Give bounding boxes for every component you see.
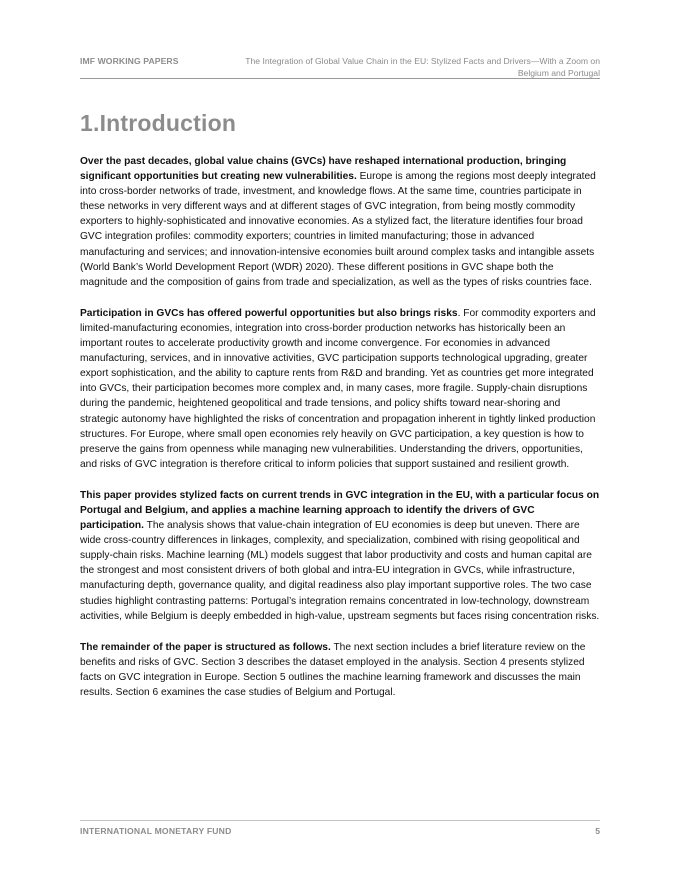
publisher-name: INTERNATIONAL MONETARY FUND: [80, 826, 232, 836]
body-text: [80, 154, 600, 716]
paragraph-2-text: . For commodity exporters and limited-manufacturing economies, integration into cross-border production networks has historically been an important routes to accelerate productivity growth and income convergence. For economies in advanced manufacturing, services, and in innovative activities, GVC participation supports technological upgrading, greater export sophistication, and the ability to capture rents from R&D and branding. Yet as countries get more integrated into GVCs, their participation becomes more complex and, in many cases, more fragile. Supply-chain disruptions during the pandemic, heightened geopolitical and trade tensions, and policy shifts toward near-shoring and strategic autonomy have highlighted the risks of concentration and propagation inherent in tightly linked production structures. For Europe, where small open economies rely heavily on GVC participation, a key question is how to preserve the gains from openness while managing new vulnerabilities. Understanding the drivers, opportunities, and risks of GVC integration is therefore critical to inform policies that support sustained and resilient growth.: [80, 307, 596, 470]
paragraph-3: [80, 488, 600, 624]
paragraph-4-text: The next section includes a brief literature review on the benefits and risks of GVC. Section 3 describes the dataset employed in the analysis. Section 4 presents stylized facts on GVC integration in Europe. Section 5 outlines the machine learning framework and discusses the main results. Section 6 examines the case studies of Belgium and Portugal.: [80, 641, 586, 698]
paragraph-3-text: The analysis shows that value-chain integration of EU economies is deep but uneven. There are wide cross-country differences in linkages, complexity, and specialization, combined with rising geopolitical and supply-chain risks. Machine learning (ML) models suggest that labor productivity and costs and human capital are the strongest and most consistent drivers of both global and intra-EU integration in GVCs, while infrastructure, manufacturing depth, governance quality, and digital readiness also play important supportive roles. The two case studies highlight contrasting patterns: Portugal’s integration remains concentrated in low-technology, downstream activities, while Belgium is deeply embedded in high-value, upstream segments but faces rising concentration risks.: [80, 520, 600, 622]
section-title: 1.Introduction: [80, 110, 237, 136]
paragraph-1-lead: Over the past decades, global value chains (GVCs) have reshaped international production, bringing significant opportunities but creating new vulnerabilities.: [80, 156, 567, 183]
header-divider: [80, 78, 600, 79]
page-number: 5: [595, 826, 600, 836]
paragraph-4: [80, 640, 600, 700]
paragraph-1: [80, 154, 600, 290]
page-header: [80, 56, 600, 78]
footer-divider: [80, 820, 600, 821]
paragraph-2: [80, 306, 600, 472]
paragraph-2-lead: Participation in GVCs has offered powerful opportunities but also brings risks: [80, 307, 458, 319]
paragraph-3-lead: This paper provides stylized facts on current trends in GVC integration in the EU, with a particular focus on Portugal and Belgium, and applies a machine learning approach to identify the drivers of GVC participation.: [80, 489, 600, 532]
paragraph-4-lead: The remainder of the paper is structured as follows.: [80, 641, 331, 653]
paragraph-1-text: Europe is among the regions most deeply integrated into cross-border networks of trade, investment, and knowledge flows. At the same time, countries participate in these networks in very different ways and at different stages of GVC integration, from being mostly commodity exporters to highly-sophisticated and innovative economies. As a stylized fact, the literature identifies four broad GVC integration profiles: commodity exporters; countries in limited manufacturing; those in advanced manufacturing and services; and innovation-intensive economies built around complex tasks and intangible assets (World Bank’s World Development Report (WDR) 2020). These different positions in GVC shape both the magnitude and the composition of gains from trade and specialization, as well as the types of risks countries face.: [80, 171, 596, 288]
series-name: IMF WORKING PAPERS: [80, 56, 179, 66]
running-title: The Integration of Global Value Chain in the EU: Stylized Facts and Drivers—With a Zoom on Belgium and Portugal: [245, 56, 600, 78]
